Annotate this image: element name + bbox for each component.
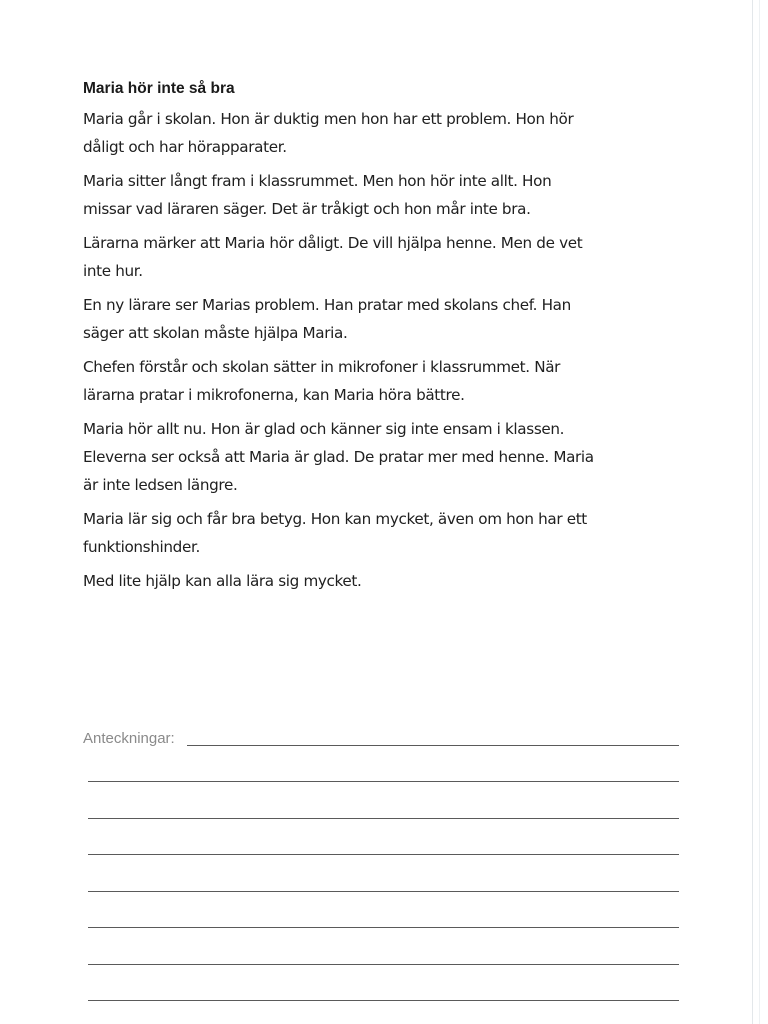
story-paragraph (83, 567, 683, 595)
page-edge (759, 0, 760, 1024)
paragraph-line: Eleverna ser också att Maria är glad. De pratar mer med henne. Maria (83, 448, 594, 466)
paragraph-line: Lärarna märker att Maria hör dåligt. De vill hjälpa henne. Men de vet (83, 234, 583, 252)
story-paragraph (83, 105, 683, 161)
notes-write-line[interactable] (88, 818, 679, 819)
notes-section (83, 726, 679, 748)
page-edge (752, 0, 753, 1024)
story-paragraph (83, 415, 683, 499)
notes-write-line[interactable] (88, 781, 679, 782)
story-paragraph (83, 229, 683, 285)
notes-write-line[interactable] (88, 854, 679, 855)
paragraph-line: En ny lärare ser Marias problem. Han pratar med skolans chef. Han (83, 296, 571, 314)
story-title: Maria hör inte så bra (83, 80, 235, 97)
paragraph-line: säger att skolan måste hjälpa Maria. (83, 324, 348, 342)
story-paragraph (83, 353, 683, 409)
notes-header-row (83, 726, 679, 748)
paragraph-line: missar vad läraren säger. Det är tråkigt och hon mår inte bra. (83, 200, 531, 218)
paragraph-line: inte hur. (83, 262, 143, 280)
paragraph-line: är inte ledsen längre. (83, 476, 238, 494)
story-paragraph (83, 291, 683, 347)
paragraph-line: funktionshinder. (83, 538, 200, 556)
paragraph-line: lärarna pratar i mikrofonerna, kan Maria höra bättre. (83, 386, 465, 404)
story-section (83, 79, 683, 601)
paragraph-line: dåligt och har hörapparater. (83, 138, 287, 156)
notes-write-line[interactable] (88, 1000, 679, 1001)
notes-write-line[interactable] (187, 745, 679, 746)
notes-write-line[interactable] (88, 964, 679, 965)
story-paragraph (83, 167, 683, 223)
paragraph-line: Maria lär sig och får bra betyg. Hon kan mycket, även om hon har ett (83, 510, 587, 528)
paragraph-line: Med lite hjälp kan alla lära sig mycket. (83, 572, 362, 590)
notes-write-line[interactable] (88, 927, 679, 928)
notes-label: Anteckningar: (83, 730, 175, 747)
paragraph-line: Chefen förstår och skolan sätter in mikrofoner i klassrummet. När (83, 358, 561, 376)
paragraph-line: Maria går i skolan. Hon är duktig men hon har ett problem. Hon hör (83, 110, 574, 128)
story-body (83, 105, 683, 595)
paragraph-line: Maria hör allt nu. Hon är glad och känner sig inte ensam i klassen. (83, 420, 565, 438)
notes-write-line[interactable] (88, 891, 679, 892)
paragraph-line: Maria sitter långt fram i klassrummet. Men hon hör inte allt. Hon (83, 172, 552, 190)
story-paragraph (83, 505, 683, 561)
